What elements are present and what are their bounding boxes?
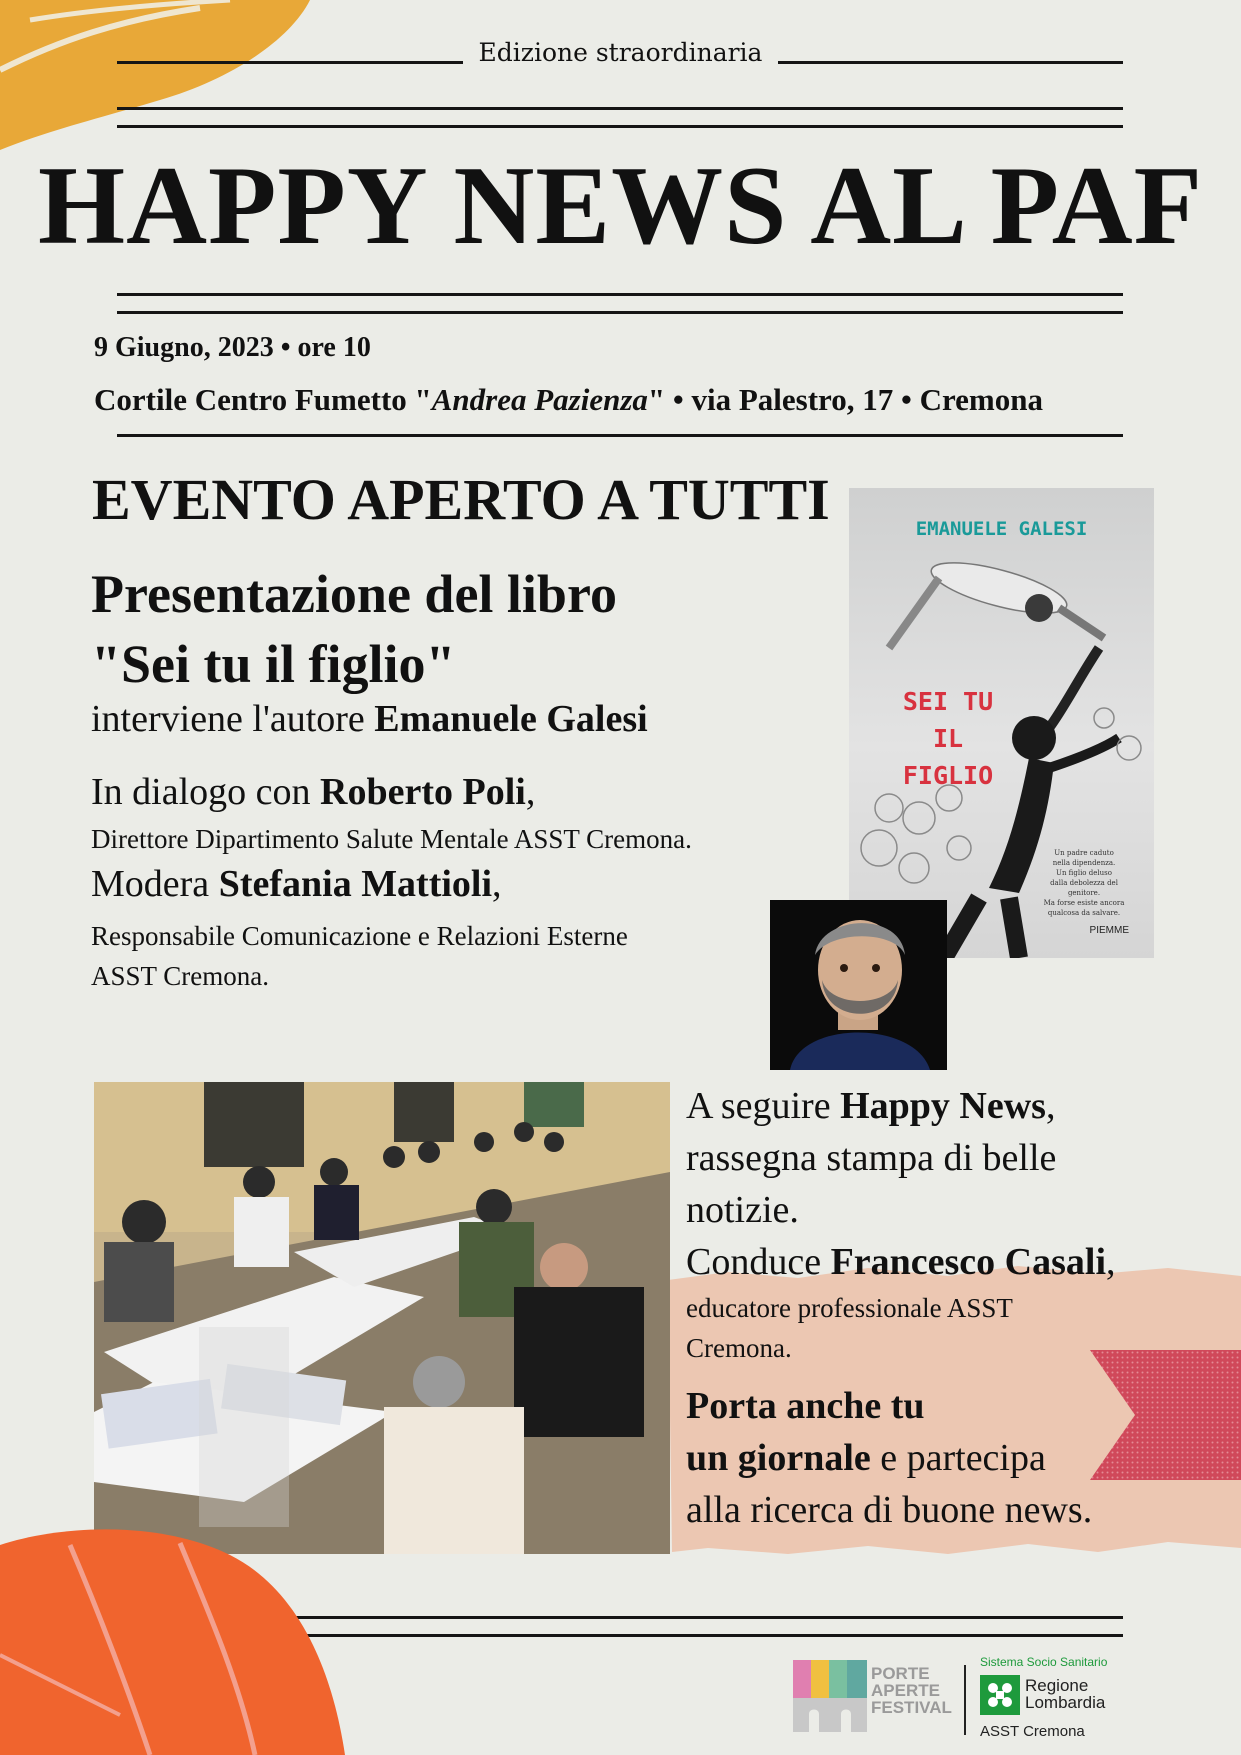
moderator-line: Modera Stefania Mattioli, (91, 863, 502, 905)
event-photo (94, 1082, 670, 1554)
event-date: 9 Giugno, 2023 • ore 10 (94, 332, 371, 363)
dialog-role: Direttore Dipartimento Salute Mentale ASST Cremona. (91, 824, 692, 854)
author-photo (770, 900, 947, 1070)
happy-news-desc-1: rassegna stampa di belle (686, 1137, 1057, 1179)
happy-news-desc-2: notizie. (686, 1189, 799, 1231)
decorative-blob-yellow (0, 0, 320, 160)
cover-blurb: Un padre caduto nella dipendenza. Un figlio deluso dalla debolezza del genitore. Ma forse esiste ancora qualcosa da salvare. (1043, 849, 1125, 917)
decorative-blob-orange (0, 1525, 345, 1755)
book-cover-image (849, 488, 1154, 958)
call-to-action: Porta anche tu un giornale e partecipa alla ricerca di buone news. (686, 1385, 1093, 1531)
cover-author: EMANUELE GALESI (915, 518, 1088, 540)
kicker: Edizione straordinaria (0, 38, 1241, 67)
paf-logo (793, 1660, 868, 1735)
moderator-role: Responsabile Comunicazione e Relazioni Esterne ASST Cremona. (91, 921, 628, 991)
open-event-heading: EVENTO APERTO A TUTTI (92, 467, 830, 532)
venue-name: Andrea Pazienza (431, 382, 648, 417)
happy-news-block (686, 1080, 1226, 1368)
cover-title: SEI TU IL FIGLIO (902, 687, 994, 790)
happy-news-line: A seguire Happy News, (686, 1085, 1056, 1127)
event-venue: Cortile Centro Fumetto "Andrea Pazienza" • via Palestro, 17 • Cremona (94, 382, 1043, 417)
headline: HAPPY NEWS AL PAF (37, 144, 1204, 268)
cover-publisher: PIEMME (1089, 925, 1129, 936)
lombardia-logo (980, 1675, 1020, 1715)
presentation-title: Presentazione del libro (91, 564, 617, 624)
dialog-line: In dialogo con Roberto Poli, (91, 771, 536, 813)
conductor-line: Conduce Francesco Casali, (686, 1241, 1116, 1283)
footer-logos: PORTE APERTE FESTIVAL Sistema Socio Sanitario Regione Lombardia ASST Cremona (793, 1655, 1133, 1745)
author-line: interviene l'autore Emanuele Galesi (91, 698, 648, 740)
book-title: "Sei tu il figlio" (91, 634, 456, 694)
conductor-role: educatore professionale ASST Cremona. (686, 1293, 1013, 1363)
